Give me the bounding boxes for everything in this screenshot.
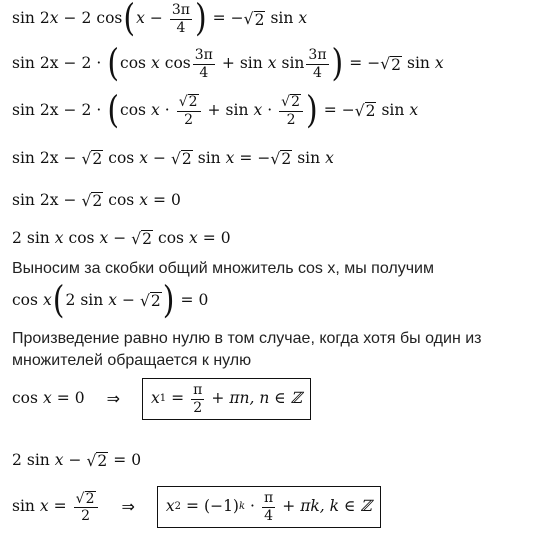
var-x: x [409, 100, 419, 119]
right-paren: ) [305, 88, 318, 132]
cos-func: cos [108, 190, 135, 209]
plus: + [282, 497, 296, 516]
minus: − [113, 228, 127, 247]
radicand: 2 [291, 94, 300, 110]
cos-func: cos [12, 389, 38, 408]
radicand: 2 [142, 230, 153, 248]
equation-line-4 [12, 150, 334, 167]
var-x: x [325, 148, 334, 167]
var-x: x [151, 100, 160, 119]
fraction [193, 48, 215, 80]
left-paren: ( [107, 41, 120, 86]
equals: = [113, 450, 127, 469]
right-paren: ) [194, 0, 207, 41]
equation-line-5 [12, 192, 181, 209]
radicand: 2 [97, 452, 108, 470]
radicand: 2 [150, 292, 161, 311]
sin-func: sin [12, 54, 35, 73]
numerator [177, 94, 201, 112]
var-x: x [434, 54, 444, 73]
radical-sign: √ [178, 94, 188, 110]
equals: = [186, 497, 200, 516]
plus: + [211, 389, 225, 408]
arg: 2x [39, 100, 59, 119]
radicand: 2 [181, 150, 192, 168]
subscript: 2 [174, 501, 182, 513]
sqrt [270, 150, 292, 167]
var-x: x [42, 291, 52, 310]
minus: − [341, 100, 355, 119]
denominator: 2 [193, 399, 203, 416]
right-paren: ) [331, 41, 344, 86]
radical-sign: √ [243, 10, 254, 29]
equation-line-7 [12, 278, 209, 323]
equals: = [202, 228, 216, 247]
var-x: x [298, 9, 308, 28]
fraction [279, 94, 303, 127]
numerator: 3π [194, 47, 213, 63]
denominator: 4 [313, 64, 322, 81]
dot: · [250, 497, 255, 516]
zero: 0 [198, 291, 209, 310]
radical-sign: √ [131, 229, 142, 248]
equation-line-1 [12, 0, 308, 41]
minus: − [63, 148, 77, 167]
minus: − [153, 148, 166, 167]
equation-line-2 [12, 41, 444, 86]
period-term: πn, n ∈ ℤ [229, 389, 302, 408]
sin-func: sin [197, 148, 221, 167]
sqrt [179, 94, 199, 110]
sqrt [355, 102, 377, 119]
coef: 2 [12, 450, 22, 469]
denominator: 2 [184, 111, 194, 128]
var-x: x [54, 450, 64, 469]
equals: = [153, 190, 166, 209]
equation-line-8 [12, 378, 311, 420]
var-x: x [165, 497, 175, 516]
cos-func: cos [68, 228, 95, 247]
fraction [170, 3, 192, 35]
numerator: 3π [171, 2, 190, 18]
radicand: 2 [92, 150, 103, 168]
radical-sign: √ [81, 149, 92, 168]
arg: 2x [39, 54, 59, 73]
zero: 0 [220, 228, 231, 247]
denominator: 2 [81, 508, 91, 525]
implies-arrow: ⇒ [106, 389, 120, 409]
sin-func: sin [12, 190, 35, 209]
denominator: 4 [199, 64, 209, 81]
sin-func: sin [12, 148, 35, 167]
numerator: π [263, 490, 274, 506]
coef: 2 [39, 9, 50, 28]
radical-sign: √ [171, 149, 181, 168]
sin-func: sin [225, 100, 249, 119]
answer-box-2 [157, 486, 381, 528]
var-x: x [54, 228, 64, 247]
dot: · [164, 100, 170, 119]
minus: − [230, 9, 244, 28]
left-paren: ( [107, 88, 120, 132]
coef: 2 [81, 54, 92, 73]
var-x: x [188, 228, 198, 247]
radicand: 2 [365, 102, 376, 121]
dot: · [96, 54, 102, 73]
equals: = [53, 497, 67, 516]
var-x: x [39, 497, 49, 516]
superscript: k [238, 501, 246, 513]
radicand: 2 [281, 150, 292, 168]
coef: 2 [81, 100, 92, 119]
fraction [191, 383, 204, 415]
radicand: 2 [254, 10, 265, 29]
radical-sign: √ [270, 149, 281, 168]
minus: − [63, 100, 77, 119]
var-x: x [151, 389, 160, 408]
var-x: x [267, 54, 277, 73]
sin-func: sin [239, 54, 263, 73]
minus: − [68, 450, 82, 469]
var-x: x [225, 148, 235, 167]
sqrt [171, 150, 193, 167]
sqrt [76, 491, 96, 507]
fraction [177, 94, 201, 127]
explanation-text-2a: Произведение равно нулю в том случае, когда хотя бы один из [12, 330, 482, 347]
coef: 2 [81, 9, 92, 28]
sin-func: sin [270, 9, 294, 28]
sqrt [140, 292, 162, 309]
sqrt [82, 150, 104, 167]
numerator: 3π [308, 47, 327, 63]
radical-sign: √ [86, 451, 97, 470]
fraction [262, 491, 275, 523]
plus: + [207, 100, 221, 119]
arg: 2x [39, 148, 59, 167]
dot: · [267, 100, 273, 119]
right-paren: ) [162, 278, 175, 323]
sin-func: sin [12, 100, 35, 119]
dot: · [96, 100, 102, 119]
equation-line-9 [12, 452, 141, 469]
denominator: 2 [286, 111, 296, 128]
sin-func: sin [12, 497, 35, 516]
denominator: 4 [264, 507, 274, 524]
var-x: x [108, 291, 117, 310]
cos-func: cos [96, 9, 123, 28]
radical-sign: √ [380, 55, 391, 74]
period-term: πk, k ∈ ℤ [300, 497, 372, 516]
plus: + [221, 54, 235, 73]
fraction [74, 491, 98, 524]
equals: = [180, 291, 194, 310]
radicand: 2 [85, 490, 95, 507]
sin-func: sin [297, 148, 321, 167]
sin-func: sin [80, 291, 104, 310]
cos-func: cos [12, 291, 38, 310]
sqrt [82, 192, 104, 209]
minus: − [121, 291, 135, 310]
var-x: x [136, 9, 145, 28]
zero: 0 [131, 450, 142, 469]
subscript: 1 [159, 393, 167, 405]
var-x: x [139, 148, 148, 167]
sqrt [131, 230, 153, 247]
answer-box-1 [142, 378, 311, 420]
explanation-text-2b: множителей обращается к нулю [12, 352, 252, 369]
numerator: π [193, 382, 203, 398]
sqrt [244, 11, 266, 28]
sin-func: sin [407, 54, 430, 73]
denominator: 4 [176, 19, 186, 36]
explanation-text-1: Выносим за скобки общий множитель cos x, мы получим [12, 260, 434, 277]
equals: = [56, 389, 70, 408]
equals: = [171, 389, 185, 408]
sin-func: sin [26, 228, 50, 247]
sin-func: sin [26, 450, 50, 469]
var-x: x [151, 54, 160, 73]
arg: 2x [39, 190, 59, 209]
left-paren: ( [52, 278, 65, 323]
radical-sign: √ [281, 94, 291, 110]
cos-func: cos [108, 148, 135, 167]
sin-func: sin [12, 9, 35, 28]
zero: 0 [74, 389, 85, 408]
left-paren: ( [123, 0, 136, 41]
cos-func: cos [158, 228, 184, 247]
minus: − [63, 9, 77, 28]
implies-arrow: ⇒ [121, 497, 135, 517]
var-x: x [139, 190, 148, 209]
equation-line-6 [12, 230, 231, 247]
sin-func: sin [281, 54, 305, 73]
equals: = [323, 100, 337, 119]
equals: = [212, 9, 226, 28]
sign-factor: (−1) [204, 497, 239, 516]
equation-line-10 [12, 486, 381, 528]
equation-line-3 [12, 88, 419, 132]
var-x: x [49, 9, 59, 28]
radicand: 2 [188, 94, 198, 110]
cos-func: cos [120, 54, 147, 73]
numerator [279, 94, 303, 112]
radical-sign: √ [75, 490, 85, 507]
equals: = [239, 148, 253, 167]
sin-func: sin [381, 100, 405, 119]
radical-sign: √ [81, 191, 92, 210]
coef: 2 [65, 291, 76, 310]
fraction [306, 48, 328, 80]
minus: − [149, 9, 163, 28]
var-x: x [42, 389, 52, 408]
radical-sign: √ [139, 292, 150, 311]
cos-func: cos [120, 100, 147, 119]
zero: 0 [171, 190, 181, 209]
minus: − [63, 54, 77, 73]
minus: − [367, 54, 381, 73]
minus: − [63, 190, 77, 209]
minus: − [257, 148, 271, 167]
sqrt [281, 94, 301, 110]
cos-func: cos [164, 54, 191, 73]
sqrt [87, 452, 109, 469]
equals: = [349, 54, 363, 73]
radicand: 2 [391, 55, 401, 74]
radicand: 2 [92, 192, 103, 210]
sqrt [380, 56, 402, 73]
numerator [74, 491, 98, 509]
coef: 2 [12, 228, 22, 247]
radical-sign: √ [354, 101, 365, 120]
var-x: x [99, 228, 109, 247]
var-x: x [253, 100, 263, 119]
